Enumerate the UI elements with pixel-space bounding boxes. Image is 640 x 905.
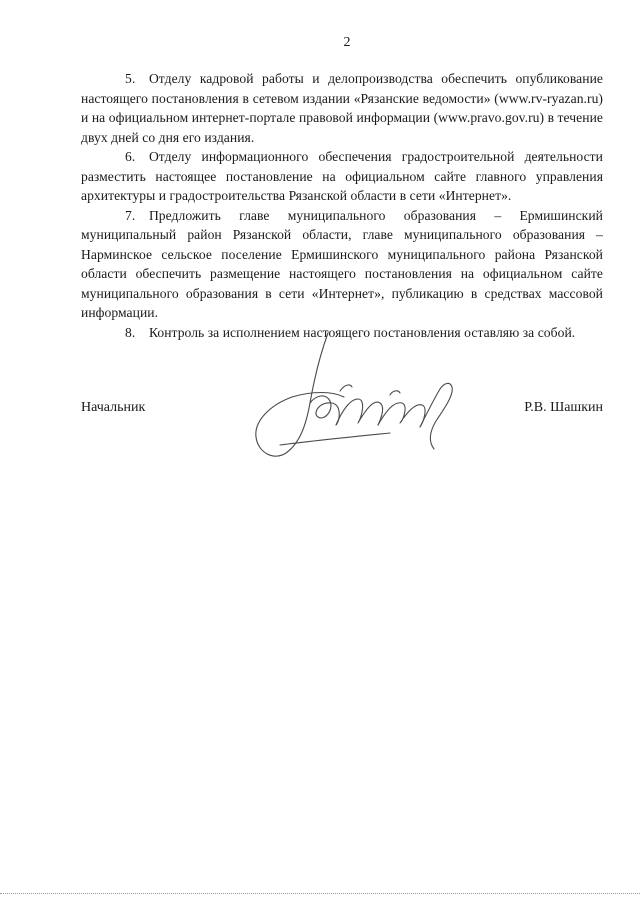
paragraph-5: 5. Отделу кадровой работы и делопроизводства обеспечить опубликование настоящего постановления в сетевом издании «Рязанские ведомости» (www.rv-ryazan.ru) и на официальном интернет-портале правовой информации (www.pravo.gov.ru) в течение двух дней со дня его издания. bbox=[81, 71, 603, 145]
paragraph-7: 7. Предложить главе муниципального образования – Ермишинский муниципальный район Рязанской области, главе муниципального образования – Нарминское сельское поселение Ермишинского муниципального района Рязанской области обеспечить размещение настоящего постановления на официальном сайте муниципального образования в сети «Интернет», публикацию в средствах массовой информации. bbox=[81, 207, 603, 320]
page-bottom-edge bbox=[0, 893, 640, 894]
signature-block bbox=[81, 400, 603, 430]
document-body bbox=[81, 69, 603, 342]
page-number: 2 bbox=[343, 35, 351, 50]
paragraph-6: 6. Отделу информационного обеспечения градостроительной деятельности разместить настоящее постановление на официальном сайте главного управления архитектуры и градостроительства Рязанской области в сети «Интернет». bbox=[81, 149, 603, 203]
signatory-title: Начальник bbox=[81, 400, 146, 415]
signatory-name: Р.В. Шашкин bbox=[524, 400, 603, 415]
paragraph-8: 8. Контроль за исполнением настоящего постановления оставляю за собой. bbox=[125, 324, 576, 340]
handwritten-signature bbox=[240, 325, 470, 465]
